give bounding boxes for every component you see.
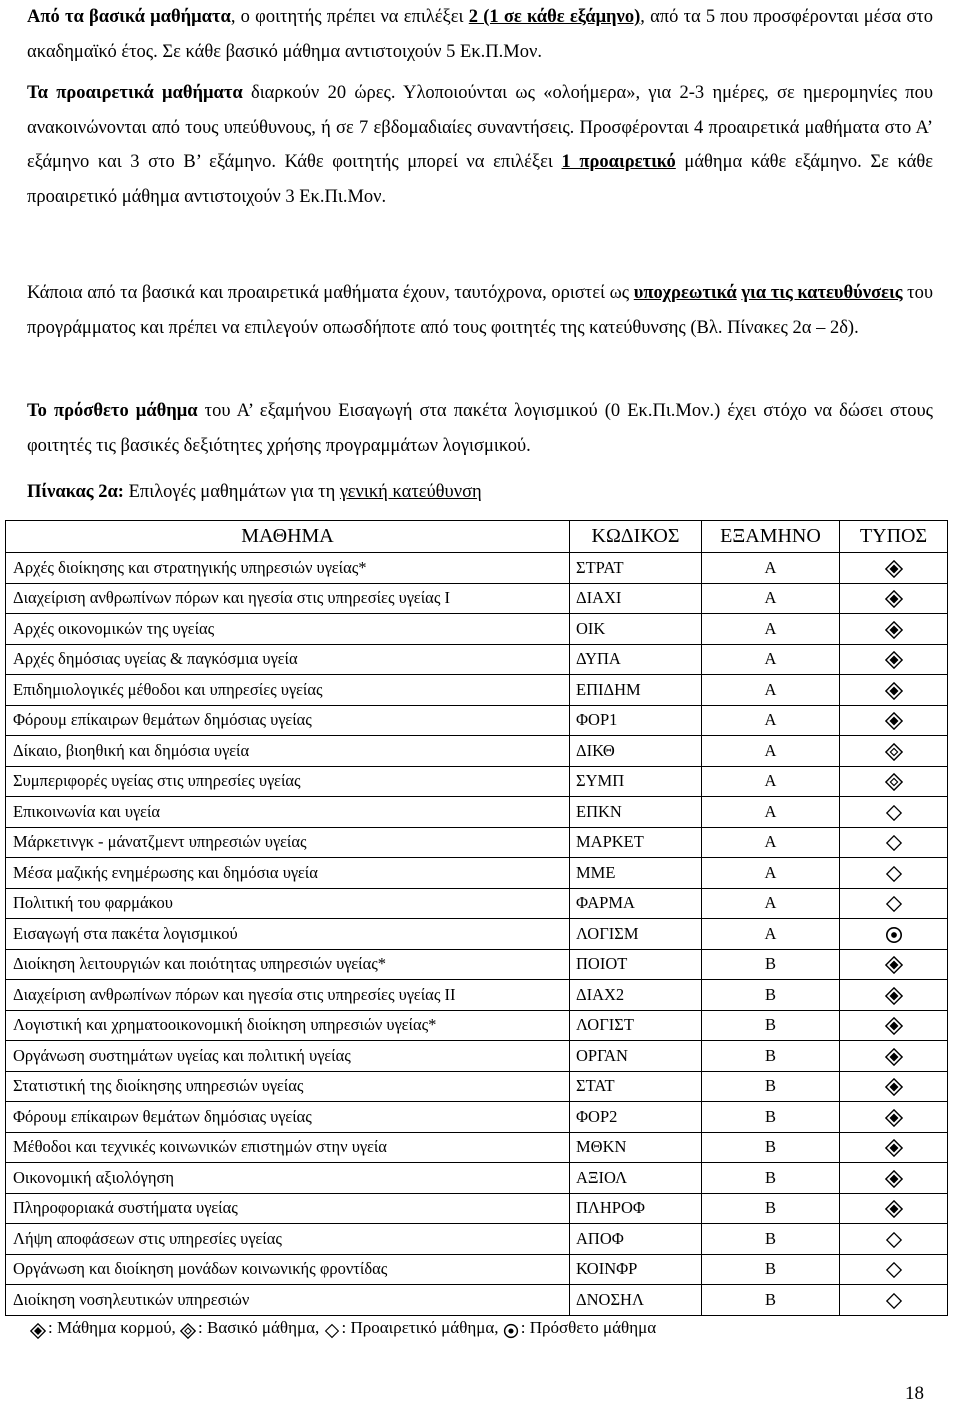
semester-cell: Α xyxy=(702,766,840,797)
semester-cell: Β xyxy=(702,949,840,980)
paragraph-additional-course: Το πρόσθετο μάθημα του Α’ εξαμήνου Εισαγωγή στα πακέτα λογισμικού (0 Εκ.Πι.Μον.) έχει στόχο να δώσει στους φοιτητές τις βασικές δεξιότητες χρήσης προγραμμάτων λογισμικού. xyxy=(27,401,933,456)
course-type-cell xyxy=(840,827,948,858)
course-code-cell: ΟΙΚ xyxy=(570,614,702,645)
symbol-legend: : Μάθημα κορμού, : Βασικό μάθημα, : Προαιρετικό μάθημα, : Πρόσθετο μάθημα xyxy=(30,1315,656,1341)
basic-course-icon xyxy=(885,743,903,761)
basic-course-icon xyxy=(180,1321,196,1337)
optional-course-icon xyxy=(324,1321,340,1337)
course-name-cell: Πληροφοριακά συστήματα υγείας xyxy=(6,1193,570,1224)
optional-course-icon xyxy=(885,804,903,822)
semester-cell: Β xyxy=(702,1010,840,1041)
core-course-icon xyxy=(885,560,903,578)
table-row xyxy=(6,553,948,584)
semester-cell: Β xyxy=(702,1224,840,1255)
paragraph-basic-courses: Από τα βασικά μαθήματα, ο φοιτητής πρέπει να επιλέξει 2 (1 σε κάθε εξάμηνο), από τα 5 που προσφέρονται μέσα στο ακαδημαϊκό έτος. Σε κάθε βασικό μάθημα αντιστοιχούν 5 Εκ.Π.Μον. xyxy=(27,7,933,62)
table-row xyxy=(6,1071,948,1102)
course-code-cell: ΚΟΙΝΦΡ xyxy=(570,1254,702,1285)
course-type-cell xyxy=(840,888,948,919)
core-course-icon xyxy=(885,1200,903,1218)
table-row xyxy=(6,858,948,889)
table-header-row xyxy=(6,521,948,553)
course-type-cell xyxy=(840,1041,948,1072)
header-course: ΜΑΘΗΜΑ xyxy=(6,521,570,553)
header-semester: ΕΞΑΜΗΝΟ xyxy=(702,521,840,553)
table-row xyxy=(6,705,948,736)
table-row xyxy=(6,919,948,950)
course-name-cell: Πολιτική του φαρμάκου xyxy=(6,888,570,919)
course-name-cell: Αρχές δημόσιας υγείας & παγκόσμια υγεία xyxy=(6,644,570,675)
course-name-cell: Δίκαιο, βιοηθική και δημόσια υγεία xyxy=(6,736,570,767)
course-type-cell xyxy=(840,736,948,767)
optional-course-icon xyxy=(885,1261,903,1279)
course-name-cell: Αρχές οικονομικών της υγείας xyxy=(6,614,570,645)
paragraph-mandatory-courses: Κάποια από τα βασικά και προαιρετικά μαθήματα έχουν, ταυτόχρονα, οριστεί ως υποχρεωτικά για τις κατευθύνσεις του προγράμματος και πρέπει να επιλεγούν οπωσδήποτε από τους φοιτητές της κατεύθυνσης (Βλ. Πίνακες 2α – 2δ). xyxy=(27,283,934,338)
table-row xyxy=(6,797,948,828)
semester-cell: Β xyxy=(702,1041,840,1072)
semester-cell: Β xyxy=(702,1132,840,1163)
optional-course-icon xyxy=(885,834,903,852)
caption-label: Πίνακας 2α: xyxy=(27,482,124,502)
course-name-cell: Οργάνωση συστημάτων υγείας και πολιτική υγείας xyxy=(6,1041,570,1072)
course-type-cell xyxy=(840,949,948,980)
table-row xyxy=(6,1010,948,1041)
header-type: ΤΥΠΟΣ xyxy=(840,521,948,553)
bold-underlined-term: για τις κατευθύνσεις xyxy=(741,283,903,303)
course-type-cell xyxy=(840,1193,948,1224)
table-row xyxy=(6,1285,948,1316)
course-code-cell: ΑΞΙΟΛ xyxy=(570,1163,702,1194)
table-row xyxy=(6,1254,948,1285)
table-row xyxy=(6,949,948,980)
course-name-cell: Φόρουμ επίκαιρων θεμάτων δημόσιας υγείας xyxy=(6,705,570,736)
bold-underlined-term: 2 (1 σε κάθε εξάμηνο) xyxy=(468,7,641,27)
bold-term: Από τα βασικά μαθήματα xyxy=(27,7,231,27)
course-type-cell xyxy=(840,919,948,950)
course-code-cell: ΣΤΑΤ xyxy=(570,1071,702,1102)
course-type-cell xyxy=(840,1071,948,1102)
course-code-cell: ΔΥΠΑ xyxy=(570,644,702,675)
additional-course-icon xyxy=(503,1321,519,1337)
paragraph-optional-courses: Τα προαιρετικά μαθήματα διαρκούν 20 ώρες. Υλοποιούνται ως «ολοήμερα», για 2-3 ημέρες, σε ημερομηνίες που ανακοινώνονται από τους υπεύθυνους, ή σε 7 εβδομαδιαίες συναντήσεις. Προσφέρονται 4 προαιρετικά μαθήματα στο Α’ εξάμηνο και 3 στο Β’ εξάμηνο. Κάθε φοιτητής μπορεί να επιλέξει 1 προαιρετικό μάθημα κάθε εξάμηνο. Σε κάθε προαιρετικό μάθημα αντιστοιχούν 3 Εκ.Πι.Μον. xyxy=(27,83,934,207)
course-name-cell: Μέσα μαζικής ενημέρωσης και δημόσια υγεία xyxy=(6,858,570,889)
course-code-cell: ΑΠΟΦ xyxy=(570,1224,702,1255)
course-code-cell: ΟΡΓΑΝ xyxy=(570,1041,702,1072)
page-number: 18 xyxy=(905,1383,924,1404)
table-row xyxy=(6,827,948,858)
basic-course-icon xyxy=(885,773,903,791)
course-type-cell xyxy=(840,766,948,797)
table-row xyxy=(6,614,948,645)
table-row xyxy=(6,1132,948,1163)
semester-cell: Α xyxy=(702,858,840,889)
semester-cell: Β xyxy=(702,1193,840,1224)
semester-cell: Α xyxy=(702,614,840,645)
semester-cell: Β xyxy=(702,1102,840,1133)
core-course-icon xyxy=(885,1109,903,1127)
course-name-cell: Συμπεριφορές υγείας στις υπηρεσίες υγείας xyxy=(6,766,570,797)
course-name-cell: Μέθοδοι και τεχνικές κοινωνικών επιστημών στην υγεία xyxy=(6,1132,570,1163)
core-course-icon xyxy=(885,712,903,730)
course-name-cell: Λογιστική και χρηματοοικονομική διοίκηση υπηρεσιών υγείας* xyxy=(6,1010,570,1041)
optional-course-icon xyxy=(885,895,903,913)
table-caption: Πίνακας 2α: Επιλογές μαθημάτων για τη γενική κατεύθυνση xyxy=(27,482,482,502)
course-name-cell: Επικοινωνία και υγεία xyxy=(6,797,570,828)
optional-course-icon xyxy=(885,865,903,883)
core-course-icon xyxy=(885,1017,903,1035)
courses-table xyxy=(5,520,948,1316)
header-code: ΚΩΔΙΚΟΣ xyxy=(570,521,702,553)
course-type-cell xyxy=(840,705,948,736)
core-course-icon xyxy=(885,1139,903,1157)
semester-cell: Α xyxy=(702,797,840,828)
table-row xyxy=(6,736,948,767)
course-name-cell: Διαχείριση ανθρωπίνων πόρων και ηγεσία στις υπηρεσίες υγείας Ι xyxy=(6,583,570,614)
bold-term: Το πρόσθετο μάθημα xyxy=(27,401,198,421)
course-code-cell: ΠΟΙΟΤ xyxy=(570,949,702,980)
table-row xyxy=(6,888,948,919)
table-body xyxy=(6,553,948,1316)
course-code-cell: ΕΠΚΝ xyxy=(570,797,702,828)
course-name-cell: Διοίκηση λειτουργιών και ποιότητας υπηρεσιών υγείας* xyxy=(6,949,570,980)
course-code-cell: ΜΑΡΚΕΤ xyxy=(570,827,702,858)
course-type-cell xyxy=(840,553,948,584)
course-type-cell xyxy=(840,797,948,828)
core-course-icon xyxy=(30,1321,46,1337)
table-row xyxy=(6,1224,948,1255)
additional-course-icon xyxy=(885,926,903,944)
core-course-icon xyxy=(885,590,903,608)
course-type-cell xyxy=(840,980,948,1011)
table-row xyxy=(6,1102,948,1133)
semester-cell: Α xyxy=(702,919,840,950)
course-name-cell: Οικονομική αξιολόγηση xyxy=(6,1163,570,1194)
caption-emphasis: γενική κατεύθυνση xyxy=(339,482,482,502)
semester-cell: Α xyxy=(702,583,840,614)
table-row xyxy=(6,644,948,675)
table-row xyxy=(6,1041,948,1072)
course-code-cell: ΕΠΙΔΗΜ xyxy=(570,675,702,706)
course-name-cell: Λήψη αποφάσεων στις υπηρεσίες υγείας xyxy=(6,1224,570,1255)
course-type-cell xyxy=(840,1285,948,1316)
course-name-cell: Μάρκετινγκ - μάνατζμεντ υπηρεσιών υγείας xyxy=(6,827,570,858)
course-code-cell: ΜΜΕ xyxy=(570,858,702,889)
core-course-icon xyxy=(885,987,903,1005)
bold-term: Τα προαιρετικά μαθήματα xyxy=(27,83,243,103)
course-type-cell xyxy=(840,583,948,614)
course-type-cell xyxy=(840,644,948,675)
course-name-cell: Εισαγωγή στα πακέτα λογισμικού xyxy=(6,919,570,950)
core-course-icon xyxy=(885,1048,903,1066)
bold-underlined-term: υποχρεωτικά xyxy=(633,283,737,303)
course-name-cell: Διοίκηση νοσηλευτικών υπηρεσιών xyxy=(6,1285,570,1316)
course-type-cell xyxy=(840,1102,948,1133)
course-code-cell: ΦΑΡΜΑ xyxy=(570,888,702,919)
semester-cell: Α xyxy=(702,644,840,675)
course-name-cell: Οργάνωση και διοίκηση μονάδων κοινωνικής φροντίδας xyxy=(6,1254,570,1285)
core-course-icon xyxy=(885,651,903,669)
course-type-cell xyxy=(840,1163,948,1194)
course-code-cell: ΦΟΡ1 xyxy=(570,705,702,736)
core-course-icon xyxy=(885,956,903,974)
course-code-cell: ΠΛΗΡΟΦ xyxy=(570,1193,702,1224)
table-row xyxy=(6,675,948,706)
semester-cell: Β xyxy=(702,980,840,1011)
course-name-cell: Επιδημιολογικές μέθοδοι και υπηρεσίες υγείας xyxy=(6,675,570,706)
course-type-cell xyxy=(840,858,948,889)
course-type-cell xyxy=(840,1010,948,1041)
semester-cell: Β xyxy=(702,1285,840,1316)
course-code-cell: ΛΟΓΙΣΜ xyxy=(570,919,702,950)
semester-cell: Α xyxy=(702,705,840,736)
course-code-cell: ΣΤΡΑΤ xyxy=(570,553,702,584)
course-code-cell: ΔΙΑΧΙ xyxy=(570,583,702,614)
course-type-cell xyxy=(840,1254,948,1285)
course-code-cell: ΔΝΟΣΗΛ xyxy=(570,1285,702,1316)
course-type-cell xyxy=(840,1224,948,1255)
course-name-cell: Αρχές διοίκησης και στρατηγικής υπηρεσιών υγείας* xyxy=(6,553,570,584)
semester-cell: Α xyxy=(702,888,840,919)
course-name-cell: Φόρουμ επίκαιρων θεμάτων δημόσιας υγείας xyxy=(6,1102,570,1133)
table-row xyxy=(6,1193,948,1224)
course-type-cell xyxy=(840,614,948,645)
semester-cell: Α xyxy=(702,827,840,858)
table-row xyxy=(6,1163,948,1194)
course-name-cell: Διαχείριση ανθρωπίνων πόρων και ηγεσία στις υπηρεσίες υγείας ΙΙ xyxy=(6,980,570,1011)
core-course-icon xyxy=(885,1170,903,1188)
course-code-cell: ΛΟΓΙΣΤ xyxy=(570,1010,702,1041)
course-name-cell: Στατιστική της διοίκησης υπηρεσιών υγείας xyxy=(6,1071,570,1102)
semester-cell: Α xyxy=(702,736,840,767)
table-row xyxy=(6,980,948,1011)
table-row xyxy=(6,766,948,797)
course-type-cell xyxy=(840,675,948,706)
course-code-cell: ΦΟΡ2 xyxy=(570,1102,702,1133)
semester-cell: Β xyxy=(702,1071,840,1102)
table-row xyxy=(6,583,948,614)
optional-course-icon xyxy=(885,1292,903,1310)
course-code-cell: ΜΘΚΝ xyxy=(570,1132,702,1163)
course-code-cell: ΔΙΚΘ xyxy=(570,736,702,767)
semester-cell: Α xyxy=(702,553,840,584)
course-code-cell: ΔΙΑΧ2 xyxy=(570,980,702,1011)
semester-cell: Α xyxy=(702,675,840,706)
core-course-icon xyxy=(885,682,903,700)
bold-underlined-term: 1 προαιρετικό xyxy=(561,152,676,172)
core-course-icon xyxy=(885,621,903,639)
course-type-cell xyxy=(840,1132,948,1163)
core-course-icon xyxy=(885,1078,903,1096)
semester-cell: Β xyxy=(702,1163,840,1194)
course-code-cell: ΣΥΜΠ xyxy=(570,766,702,797)
semester-cell: Β xyxy=(702,1254,840,1285)
optional-course-icon xyxy=(885,1231,903,1249)
